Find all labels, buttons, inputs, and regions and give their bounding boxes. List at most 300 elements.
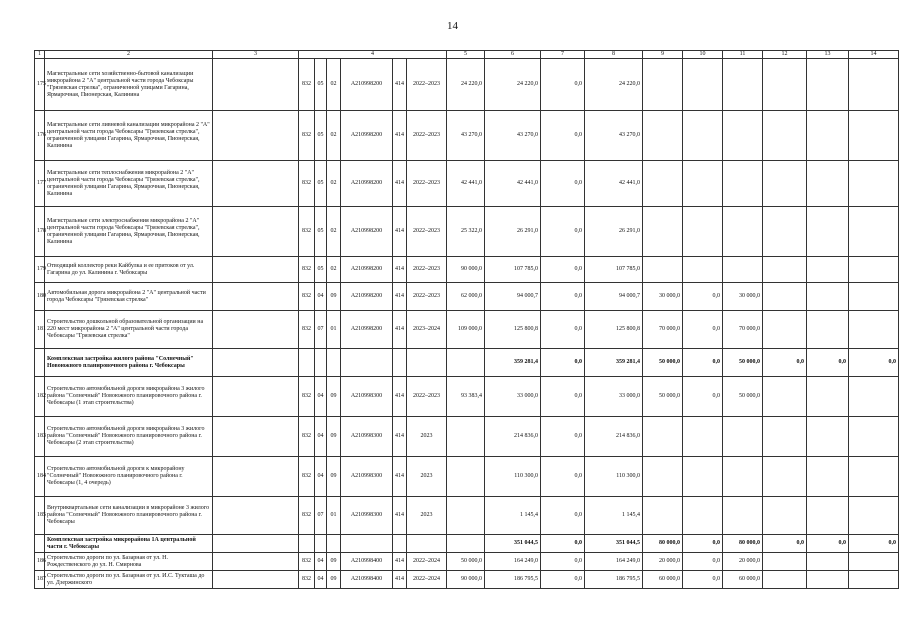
row-name: Магистральные сети электроснабжения микрорайона 2 "А" центральной части города Чебоксары "Грязевская стрелка", ограниченной улицами Гагарина, Ярмарочная, Пионерская, Калинина — [45, 207, 213, 257]
value-col-10 — [643, 417, 683, 457]
empty-cell — [213, 207, 299, 257]
value-col-8: 0,0 — [541, 535, 585, 553]
value-col-10: 80 000,0 — [643, 535, 683, 553]
value-col-13 — [763, 457, 807, 497]
row-name: Автомобильная дорога микрорайона 2 "А" центральной части города Чебоксары "Грязевская стрелка" — [45, 283, 213, 311]
code-section: 04 — [315, 571, 327, 589]
row-number: 185 — [35, 497, 45, 535]
value-col-14 — [807, 571, 849, 589]
budget-table — [34, 50, 899, 589]
value-col-13 — [763, 161, 807, 207]
value-col-11 — [683, 257, 723, 283]
row-name: Строительство автомобильной дороги микрорайона 3 жилого района "Солнечный" Новоюжного планировочного района г. Чебоксары (1 этап строительства) — [45, 377, 213, 417]
code-expense-type: 414 — [393, 553, 407, 571]
value-col-14 — [807, 311, 849, 349]
value-col-8: 0,0 — [541, 161, 585, 207]
estimated-cost: 43 270,0 — [447, 111, 485, 161]
row-number: 182 — [35, 377, 45, 417]
value-col-15 — [849, 161, 899, 207]
estimated-cost: 62 000,0 — [447, 283, 485, 311]
value-col-8: 0,0 — [541, 457, 585, 497]
value-col-7: 351 044,5 — [485, 535, 541, 553]
table-row — [35, 111, 899, 161]
table-row — [35, 553, 899, 571]
value-col-11 — [683, 59, 723, 111]
table-row — [35, 457, 899, 497]
code-ministry — [299, 349, 315, 377]
value-col-9: 1 145,4 — [585, 497, 643, 535]
code-subsection — [327, 535, 341, 553]
empty-cell — [213, 349, 299, 377]
value-col-7: 164 249,0 — [485, 553, 541, 571]
value-col-9: 359 281,4 — [585, 349, 643, 377]
value-col-12 — [723, 417, 763, 457]
code-ministry: 832 — [299, 457, 315, 497]
row-name: Магистральные сети ливневой канализации микрорайона 2 "А" центральной части города Чебоксары "Грязевская стрелка", ограниченной улицами Гагарина, Ярмарочная, Пионерская, Калинина — [45, 111, 213, 161]
col-header-8: 8 — [585, 51, 643, 59]
value-col-9: 26 291,0 — [585, 207, 643, 257]
row-number — [35, 349, 45, 377]
code-ministry: 832 — [299, 571, 315, 589]
row-name: Комплексная застройка микрорайона 1А центральной части г. Чебоксары — [45, 535, 213, 553]
row-name: Магистральные сети хозяйственно-бытовой канализации микрорайона 2 "А" центральной части города Чебоксары "Грязевская стрелка", ограниченной улицами Гагарина, Ярмарочная, Пионерская, Калинина — [45, 59, 213, 111]
value-col-8: 0,0 — [541, 111, 585, 161]
code-ministry: 832 — [299, 553, 315, 571]
value-col-7: 42 441,0 — [485, 161, 541, 207]
value-col-15 — [849, 207, 899, 257]
table-row — [35, 497, 899, 535]
value-col-11: 0,0 — [683, 349, 723, 377]
code-expense-type: 414 — [393, 59, 407, 111]
table-row — [35, 257, 899, 283]
table-row — [35, 283, 899, 311]
value-col-9: 351 044,5 — [585, 535, 643, 553]
code-expense-type — [393, 349, 407, 377]
period — [407, 349, 447, 377]
value-col-12 — [723, 257, 763, 283]
value-col-15: 0,0 — [849, 349, 899, 377]
value-col-11 — [683, 207, 723, 257]
estimated-cost: 93 383,4 — [447, 377, 485, 417]
value-col-15 — [849, 553, 899, 571]
code-target-article: А210998400 — [341, 553, 393, 571]
code-expense-type: 414 — [393, 111, 407, 161]
value-col-11 — [683, 161, 723, 207]
code-target-article — [341, 535, 393, 553]
code-ministry: 832 — [299, 377, 315, 417]
value-col-11: 0,0 — [683, 571, 723, 589]
value-col-15: 0,0 — [849, 535, 899, 553]
table-row — [35, 417, 899, 457]
value-col-10 — [643, 207, 683, 257]
period: 2023 — [407, 457, 447, 497]
code-ministry: 832 — [299, 283, 315, 311]
value-col-15 — [849, 497, 899, 535]
row-number: 184 — [35, 457, 45, 497]
value-col-8: 0,0 — [541, 377, 585, 417]
value-col-14 — [807, 457, 849, 497]
value-col-14 — [807, 497, 849, 535]
value-col-9: 42 441,0 — [585, 161, 643, 207]
value-col-8: 0,0 — [541, 207, 585, 257]
code-subsection: 09 — [327, 283, 341, 311]
code-subsection: 09 — [327, 377, 341, 417]
estimated-cost — [447, 457, 485, 497]
row-name: Магистральные сети теплоснабжения микрорайона 2 "А" центральной части города Чебоксары "Грязевская стрелка", ограниченной улицами Гагарина, Ярмарочная, Пионерская, Калинина — [45, 161, 213, 207]
row-number: 176 — [35, 111, 45, 161]
value-col-14 — [807, 377, 849, 417]
col-header-6: 6 — [485, 51, 541, 59]
col-header-3: 3 — [213, 51, 299, 59]
value-col-10 — [643, 161, 683, 207]
estimated-cost: 90 000,0 — [447, 257, 485, 283]
code-target-article: А210998300 — [341, 417, 393, 457]
section-row — [35, 535, 899, 553]
col-header-4: 4 — [299, 51, 447, 59]
row-name: Комплексная застройка жилого района "Солнечный" Новоюжного планировочного района г. Чебоксары — [45, 349, 213, 377]
table-row — [35, 377, 899, 417]
empty-cell — [213, 553, 299, 571]
code-expense-type: 414 — [393, 457, 407, 497]
value-col-9: 110 300,0 — [585, 457, 643, 497]
estimated-cost: 25 322,0 — [447, 207, 485, 257]
code-target-article: А210998300 — [341, 457, 393, 497]
code-subsection: 02 — [327, 59, 341, 111]
row-number: 179 — [35, 257, 45, 283]
value-col-11 — [683, 497, 723, 535]
code-expense-type: 414 — [393, 257, 407, 283]
code-subsection: 02 — [327, 207, 341, 257]
row-name: Отводящий коллектор реки Кайбулка и ее притоков от ул. Гагарина до ул. Калинина г. Чебоксары — [45, 257, 213, 283]
value-col-12 — [723, 111, 763, 161]
empty-cell — [213, 535, 299, 553]
code-ministry — [299, 535, 315, 553]
value-col-7: 1 145,4 — [485, 497, 541, 535]
code-target-article: А210998200 — [341, 161, 393, 207]
row-number: 181 — [35, 311, 45, 349]
estimated-cost — [447, 417, 485, 457]
value-col-7: 359 281,4 — [485, 349, 541, 377]
row-name: Строительство дороги по ул. Базарная от ул. И.С. Тукташа до ул. Дзержинского — [45, 571, 213, 589]
code-target-article: А210998200 — [341, 311, 393, 349]
value-col-7: 94 000,7 — [485, 283, 541, 311]
estimated-cost: 109 000,0 — [447, 311, 485, 349]
period: 2023 — [407, 497, 447, 535]
value-col-7: 214 836,0 — [485, 417, 541, 457]
value-col-12 — [723, 161, 763, 207]
col-header-9: 9 — [643, 51, 683, 59]
code-ministry: 832 — [299, 311, 315, 349]
code-target-article: А210998200 — [341, 257, 393, 283]
value-col-8: 0,0 — [541, 59, 585, 111]
code-section: 05 — [315, 257, 327, 283]
table-body — [35, 51, 899, 589]
value-col-14 — [807, 59, 849, 111]
estimated-cost — [447, 535, 485, 553]
value-col-8: 0,0 — [541, 349, 585, 377]
value-col-12: 80 000,0 — [723, 535, 763, 553]
value-col-14 — [807, 283, 849, 311]
period: 2022–2024 — [407, 553, 447, 571]
empty-cell — [213, 59, 299, 111]
value-col-10 — [643, 257, 683, 283]
value-col-7: 43 270,0 — [485, 111, 541, 161]
value-col-12 — [723, 59, 763, 111]
col-header-5: 5 — [447, 51, 485, 59]
value-col-14 — [807, 161, 849, 207]
period: 2022–2024 — [407, 571, 447, 589]
value-col-9: 43 270,0 — [585, 111, 643, 161]
code-subsection: 01 — [327, 497, 341, 535]
estimated-cost: 90 000,0 — [447, 571, 485, 589]
value-col-14 — [807, 553, 849, 571]
value-col-15 — [849, 59, 899, 111]
value-col-14 — [807, 207, 849, 257]
value-col-13 — [763, 571, 807, 589]
row-name: Строительство автомобильной дороги к микрорайону "Солнечный" Новоюжного планировочного района г. Чебоксары (1, 4 очередь) — [45, 457, 213, 497]
code-subsection — [327, 349, 341, 377]
code-subsection: 02 — [327, 161, 341, 207]
period: 2023–2024 — [407, 311, 447, 349]
value-col-11: 0,0 — [683, 377, 723, 417]
table-row — [35, 571, 899, 589]
value-col-9: 33 000,0 — [585, 377, 643, 417]
col-header-11: 11 — [723, 51, 763, 59]
value-col-15 — [849, 257, 899, 283]
code-ministry: 832 — [299, 257, 315, 283]
value-col-15 — [849, 417, 899, 457]
value-col-12: 20 000,0 — [723, 553, 763, 571]
code-ministry: 832 — [299, 497, 315, 535]
period: 2022–2023 — [407, 111, 447, 161]
code-target-article — [341, 349, 393, 377]
empty-cell — [213, 111, 299, 161]
row-number: 180 — [35, 283, 45, 311]
row-number: 178 — [35, 207, 45, 257]
value-col-15 — [849, 111, 899, 161]
code-expense-type: 414 — [393, 283, 407, 311]
value-col-7: 125 800,8 — [485, 311, 541, 349]
value-col-12: 30 000,0 — [723, 283, 763, 311]
value-col-12: 50 000,0 — [723, 349, 763, 377]
value-col-11: 0,0 — [683, 311, 723, 349]
code-section — [315, 535, 327, 553]
code-expense-type — [393, 535, 407, 553]
row-name: Строительство дошкольной образовательной организации на 220 мест микрорайона 2 "А" центральной части города Чебоксары "Грязевская стрелка" — [45, 311, 213, 349]
value-col-10: 50 000,0 — [643, 349, 683, 377]
code-expense-type: 414 — [393, 417, 407, 457]
code-target-article: А210998200 — [341, 59, 393, 111]
table-row — [35, 207, 899, 257]
row-number: 177 — [35, 161, 45, 207]
code-ministry: 832 — [299, 417, 315, 457]
row-number: 186 — [35, 553, 45, 571]
value-col-9: 107 785,0 — [585, 257, 643, 283]
code-subsection: 02 — [327, 257, 341, 283]
code-section: 04 — [315, 417, 327, 457]
value-col-7: 26 291,0 — [485, 207, 541, 257]
value-col-11: 0,0 — [683, 535, 723, 553]
empty-cell — [213, 311, 299, 349]
value-col-12 — [723, 457, 763, 497]
value-col-13: 0,0 — [763, 349, 807, 377]
value-col-10 — [643, 457, 683, 497]
period: 2022–2023 — [407, 207, 447, 257]
code-section: 05 — [315, 111, 327, 161]
value-col-9: 125 800,8 — [585, 311, 643, 349]
value-col-13 — [763, 283, 807, 311]
code-expense-type: 414 — [393, 377, 407, 417]
empty-cell — [213, 457, 299, 497]
value-col-11: 0,0 — [683, 553, 723, 571]
value-col-10: 50 000,0 — [643, 377, 683, 417]
value-col-7: 24 220,0 — [485, 59, 541, 111]
code-section: 04 — [315, 553, 327, 571]
table-row — [35, 59, 899, 111]
value-col-10: 20 000,0 — [643, 553, 683, 571]
value-col-9: 164 249,0 — [585, 553, 643, 571]
value-col-10 — [643, 497, 683, 535]
code-section: 04 — [315, 377, 327, 417]
col-header-13: 13 — [807, 51, 849, 59]
row-name: Строительство автомобильной дороги микрорайона 3 жилого района "Солнечный" Новоюжного планировочного района г. Чебоксары (2 этап строительства) — [45, 417, 213, 457]
value-col-13 — [763, 59, 807, 111]
code-section: 05 — [315, 207, 327, 257]
value-col-12: 70 000,0 — [723, 311, 763, 349]
value-col-12: 50 000,0 — [723, 377, 763, 417]
empty-cell — [213, 497, 299, 535]
code-expense-type: 414 — [393, 207, 407, 257]
value-col-12 — [723, 497, 763, 535]
value-col-10 — [643, 111, 683, 161]
value-col-10: 30 000,0 — [643, 283, 683, 311]
value-col-13 — [763, 553, 807, 571]
value-col-9: 186 795,5 — [585, 571, 643, 589]
table-row — [35, 161, 899, 207]
code-expense-type: 414 — [393, 161, 407, 207]
code-subsection: 09 — [327, 571, 341, 589]
budget-table-container — [34, 50, 898, 589]
value-col-8: 0,0 — [541, 283, 585, 311]
estimated-cost — [447, 349, 485, 377]
value-col-13 — [763, 257, 807, 283]
value-col-10 — [643, 59, 683, 111]
value-col-9: 94 000,7 — [585, 283, 643, 311]
code-expense-type: 414 — [393, 311, 407, 349]
value-col-7: 107 785,0 — [485, 257, 541, 283]
code-section — [315, 349, 327, 377]
value-col-11 — [683, 111, 723, 161]
col-header-10: 10 — [683, 51, 723, 59]
empty-cell — [213, 571, 299, 589]
table-row — [35, 311, 899, 349]
value-col-7: 186 795,5 — [485, 571, 541, 589]
code-expense-type: 414 — [393, 497, 407, 535]
column-number-row — [35, 51, 899, 59]
value-col-13 — [763, 417, 807, 457]
code-section: 04 — [315, 283, 327, 311]
value-col-9: 214 836,0 — [585, 417, 643, 457]
code-subsection: 01 — [327, 311, 341, 349]
empty-cell — [213, 257, 299, 283]
value-col-15 — [849, 457, 899, 497]
row-number: 183 — [35, 417, 45, 457]
empty-cell — [213, 417, 299, 457]
period: 2022–2023 — [407, 161, 447, 207]
value-col-12 — [723, 207, 763, 257]
value-col-10: 60 000,0 — [643, 571, 683, 589]
code-ministry: 832 — [299, 111, 315, 161]
value-col-15 — [849, 283, 899, 311]
estimated-cost: 50 000,0 — [447, 553, 485, 571]
empty-cell — [213, 161, 299, 207]
value-col-7: 110 300,0 — [485, 457, 541, 497]
code-target-article: А210998200 — [341, 207, 393, 257]
code-section: 07 — [315, 311, 327, 349]
value-col-14: 0,0 — [807, 349, 849, 377]
row-name: Строительство дороги по ул. Базарная от ул. Н. Рождественского до ул. Н. Смирнова — [45, 553, 213, 571]
value-col-12: 60 000,0 — [723, 571, 763, 589]
col-header-1: 1 — [35, 51, 45, 59]
code-subsection: 02 — [327, 111, 341, 161]
value-col-15 — [849, 571, 899, 589]
code-target-article: А210998200 — [341, 111, 393, 161]
section-row — [35, 349, 899, 377]
estimated-cost — [447, 497, 485, 535]
value-col-8: 0,0 — [541, 417, 585, 457]
code-ministry: 832 — [299, 161, 315, 207]
col-header-2: 2 — [45, 51, 213, 59]
code-section: 05 — [315, 59, 327, 111]
period — [407, 535, 447, 553]
period: 2022–2023 — [407, 257, 447, 283]
code-section: 05 — [315, 161, 327, 207]
code-expense-type: 414 — [393, 571, 407, 589]
value-col-13 — [763, 377, 807, 417]
code-target-article: А210998300 — [341, 377, 393, 417]
page-number: 14 — [447, 20, 458, 32]
empty-cell — [213, 283, 299, 311]
code-target-article: А210998200 — [341, 283, 393, 311]
code-section: 07 — [315, 497, 327, 535]
value-col-13 — [763, 111, 807, 161]
row-number — [35, 535, 45, 553]
period: 2022–2023 — [407, 59, 447, 111]
value-col-8: 0,0 — [541, 311, 585, 349]
value-col-13 — [763, 207, 807, 257]
code-target-article: А210998300 — [341, 497, 393, 535]
value-col-15 — [849, 377, 899, 417]
empty-cell — [213, 377, 299, 417]
value-col-14 — [807, 417, 849, 457]
estimated-cost: 42 441,0 — [447, 161, 485, 207]
row-name: Внутриквартальные сети канализации в микрорайоне 3 жилого района "Солнечный" Новоюжного планировочного района г. Чебоксары — [45, 497, 213, 535]
code-ministry: 832 — [299, 59, 315, 111]
value-col-11 — [683, 417, 723, 457]
value-col-14 — [807, 111, 849, 161]
code-subsection: 09 — [327, 457, 341, 497]
value-col-9: 24 220,0 — [585, 59, 643, 111]
value-col-13 — [763, 497, 807, 535]
col-header-7: 7 — [541, 51, 585, 59]
period: 2023 — [407, 417, 447, 457]
code-subsection: 09 — [327, 417, 341, 457]
row-number: 175 — [35, 59, 45, 111]
value-col-15 — [849, 311, 899, 349]
value-col-8: 0,0 — [541, 497, 585, 535]
code-section: 04 — [315, 457, 327, 497]
period: 2022–2023 — [407, 283, 447, 311]
